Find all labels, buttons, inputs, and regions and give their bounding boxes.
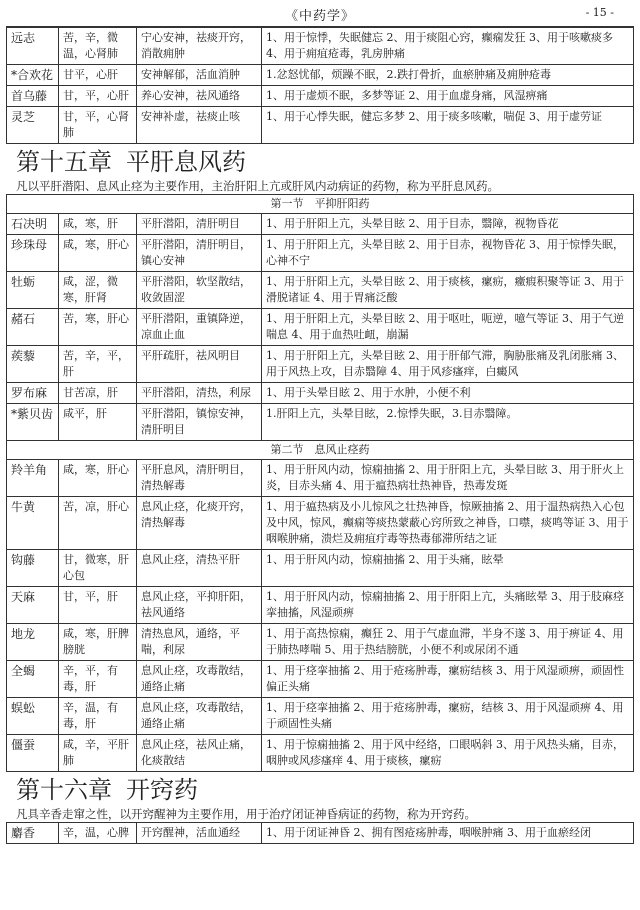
table-row [7,698,634,735]
table-row [7,735,634,772]
table-row [7,587,634,624]
chapter-title: 开窍药 [126,776,198,804]
herb-effect: 息风止痉，清热平肝 [137,550,262,587]
herb-use: 1、用于肝风内动，惊痫抽搐 2、用于头痛，眩晕 [262,550,634,587]
herb-name: 灵芝 [7,107,59,144]
herb-name: 珍珠母 [7,235,59,272]
herb-use: 1、用于痉挛抽搐 2、用于疮疡肿毒，瘰疬结核 3、用于风湿顽痹，顽固性偏正头痛 [262,661,634,698]
herb-use: 1、用于肝阳上亢，头晕目眩 2、用于目赤，视物昏花 3、用于惊悸失眠，心神不宁 [262,235,634,272]
herb-nature: 咸，寒，肝心 [59,235,137,272]
herb-nature: 苦，辛，平，肝 [59,346,137,383]
herb-effect: 息风止痉，攻毒散结，通络止痛 [137,661,262,698]
herb-effect: 平肝潜阳，软坚散结，收敛固涩 [137,272,262,309]
herb-use: 1、用于肝阳上亢，头晕目眩 2、用于目赤，翳障，视物昏花 [262,214,634,235]
herb-use: 1、用于高热惊痫，癫狂 2、用于气虚血滞，半身不遂 3、用于痹证 4、用于肺热哮喘 5、用于热结膀胱，小便不利或尿闭不通 [262,624,634,661]
herb-nature: 甘平，心肝 [59,65,137,86]
herb-effect: 平肝潜阳，清肝明目，镇心安神 [137,235,262,272]
herb-effect: 息风止痉，化痰开窍，清热解毒 [137,497,262,550]
herb-name: 麝香 [7,823,59,844]
table-row [7,823,634,844]
herb-effect: 息风止痉，祛风止痛，化痰散结 [137,735,262,772]
herb-nature: 甘，平，心肾肺 [59,107,137,144]
page-number: - 15 - [585,6,614,19]
herb-nature: 辛，温，有毒，肝 [59,698,137,735]
herb-nature: 咸，寒，肝 [59,214,137,235]
herb-nature: 咸，辛，平肝肺 [59,735,137,772]
herb-name: 赭石 [7,309,59,346]
herb-nature: 咸，寒，肝心 [59,460,137,497]
herb-use: 1、用于肝阳上亢，头晕目眩 2、用于肝郁气滞，胸胁胀痛及乳闭胀痛 3、用于风热上攻，目赤翳障 4、用于风疹瘙痒，白癜风 [262,346,634,383]
herb-table-anshen [6,27,634,144]
herb-nature: 辛，平，有毒，肝 [59,661,137,698]
herb-effect: 平肝潜阳，清热，利尿 [137,383,262,404]
chapter-title: 平肝息风药 [126,148,246,176]
herb-nature: 咸平，肝 [59,404,137,441]
herb-effect: 平肝疏肝，祛风明目 [137,346,262,383]
herb-nature: 甘，平，肝 [59,587,137,624]
herb-use: 1、用于肝风内动，惊痫抽搐 2、用于肝阳上亢，头痛眩晕 3、用于肢麻痉挛抽搐，风湿顽痹 [262,587,634,624]
herb-table-pinggan [6,194,634,772]
herb-nature: 甘，微寒，肝心包 [59,550,137,587]
herb-effect: 息风止痉，攻毒散结，通络止痛 [137,698,262,735]
herb-nature: 甘苦凉，肝 [59,383,137,404]
herb-use: 1、用于虚烦不眠，多梦等证 2、用于血虚身痛，风湿痹痛 [262,86,634,107]
chapter-heading [6,772,634,806]
chapter-number: 第十六章 [16,776,112,804]
herb-name: 地龙 [7,624,59,661]
table-row [7,661,634,698]
table-row [7,309,634,346]
herb-use: 1、用于闭证神昏 2、拥有图疮疡肿毒，咽喉肿痛 3、用于血瘀经闭 [262,823,634,844]
herb-effect: 平肝潜阳，清肝明目 [137,214,262,235]
herb-name: 蜈蚣 [7,698,59,735]
herb-effect: 安神补虚，祛痰止咳 [137,107,262,144]
herb-use: 1、用于肝风内动，惊痫抽搐 2、用于肝阳上亢，头晕目眩 3、用于肝火上炎，目赤头痛 4、用于瘟热病壮热神昏，热毒发斑 [262,460,634,497]
herb-nature: 苦，寒，肝心 [59,309,137,346]
herb-effect: 宁心安神，祛痰开窍，消散痈肿 [137,28,262,65]
herb-effect: 养心安神，祛风通络 [137,86,262,107]
herb-effect: 平肝潜阳，镇惊安神，清肝明目 [137,404,262,441]
herb-use: 1、用于痉挛抽搐 2、用于疮疡肿毒，瘰疬，结核 3、用于风湿顽痹 4、用于顽固性头痛 [262,698,634,735]
table-row [7,346,634,383]
herb-use: 1、用于心悸失眠，健忘多梦 2、用于痰多咳嗽，喘促 3、用于虚劳证 [262,107,634,144]
table-row [7,235,634,272]
herb-nature: 甘，平，心肝 [59,86,137,107]
herb-name: 石决明 [7,214,59,235]
herb-nature: 咸，涩，微寒，肝肾 [59,272,137,309]
herb-use: 1、用于瘟热病及小儿惊风之壮热神昏，惊厥抽搐 2、用于温热病热入心包及中风，惊风，癫痫等痰热蒙蔽心窍所致之神昏，口噤，痰鸣等证 3、用于咽喉肿痛，溃烂及痈疽疔毒等热毒郁滞所结之证 [262,497,634,550]
herb-effect: 平肝潜阳，重镇降逆，凉血止血 [137,309,262,346]
herb-use: 1、用于肝阳上亢，头晕目眩 2、用于痰核，瘰疬，癥瘕积聚等证 3、用于滑脱诸证 4、用于胃痛泛酸 [262,272,634,309]
running-header [6,0,634,24]
herb-name: 首乌藤 [7,86,59,107]
table-row [7,460,634,497]
herb-name: *紫贝齿 [7,404,59,441]
herb-use: 1.忿怒忧郁，烦躁不眠，2.跌打骨折，血瘀肿痛及痈肿疮毒 [262,65,634,86]
chapter-heading [6,144,634,178]
herb-effect: 息风止痉，平抑肝阳，祛风通络 [137,587,262,624]
herb-table-kaiqiao [6,822,634,844]
table-row [7,86,634,107]
herb-effect: 开窍醒神，活血通经 [137,823,262,844]
herb-name: 牛黄 [7,497,59,550]
herb-nature: 苦，辛，微温，心肾肺 [59,28,137,65]
herb-name: 远志 [7,28,59,65]
herb-effect: 安神解郁，活血消肿 [137,65,262,86]
section-heading: 第一节 平抑肝阳药 [7,195,634,214]
herb-name: 天麻 [7,587,59,624]
table-row [7,404,634,441]
herb-use: 1.肝阳上亢，头晕目眩，2.惊悸失眠，3.目赤翳障。 [262,404,634,441]
herb-name: *合欢花 [7,65,59,86]
section-heading: 第二节 息风止痉药 [7,441,634,460]
herb-effect: 平肝息风，清肝明目，清热解毒 [137,460,262,497]
herb-nature: 辛，温，心脾 [59,823,137,844]
herb-use: 1、用于惊痫抽搐 2、用于风中经络，口眼㖞斜 3、用于风热头痛，目赤，咽肿或风疹瘙痒 4、用于痰核，瘰疬 [262,735,634,772]
table-row [7,214,634,235]
table-row [7,550,634,587]
herb-use: 1、用于头晕目眩 2、用于水肿，小便不利 [262,383,634,404]
chapter-number: 第十五章 [16,148,112,176]
chapter-intro: 凡以平肝潜阳、息风止痉为主要作用，主治肝阳上亢或肝风内动病证的药物，称为平肝息风药。 [16,179,499,193]
table-row [7,107,634,144]
herb-nature: 咸，寒，肝脾膀胱 [59,624,137,661]
table-row [7,383,634,404]
herb-name: 罗布麻 [7,383,59,404]
table-row [7,65,634,86]
herb-name: 牡蛎 [7,272,59,309]
herb-effect: 清热息风，通络，平喘，利尿 [137,624,262,661]
herb-use: 1、用于肝阳上亢，头晕目眩 2、用于呕吐，呃逆，噫气等证 3、用于气逆喘息 4、用于血热吐衄，崩漏 [262,309,634,346]
table-row [7,28,634,65]
herb-nature: 苦，凉，肝心 [59,497,137,550]
herb-name: 钩藤 [7,550,59,587]
herb-use: 1、用于惊悸，失眠健忘 2、用于痰阻心窍，癫痫发狂 3、用于咳嗽痰多 4、用于痈疽疮毒，乳房肿痛 [262,28,634,65]
table-row [7,497,634,550]
book-title: 《中药学》 [284,9,355,24]
herb-name: 僵蚕 [7,735,59,772]
herb-name: 羚羊角 [7,460,59,497]
herb-name: 蒺藜 [7,346,59,383]
chapter-intro: 凡具辛香走窜之性，以开窍醒神为主要作用，用于治疗闭证神昏病证的药物，称为开窍药。 [16,807,476,821]
table-row [7,624,634,661]
herb-name: 全蝎 [7,661,59,698]
table-row [7,272,634,309]
